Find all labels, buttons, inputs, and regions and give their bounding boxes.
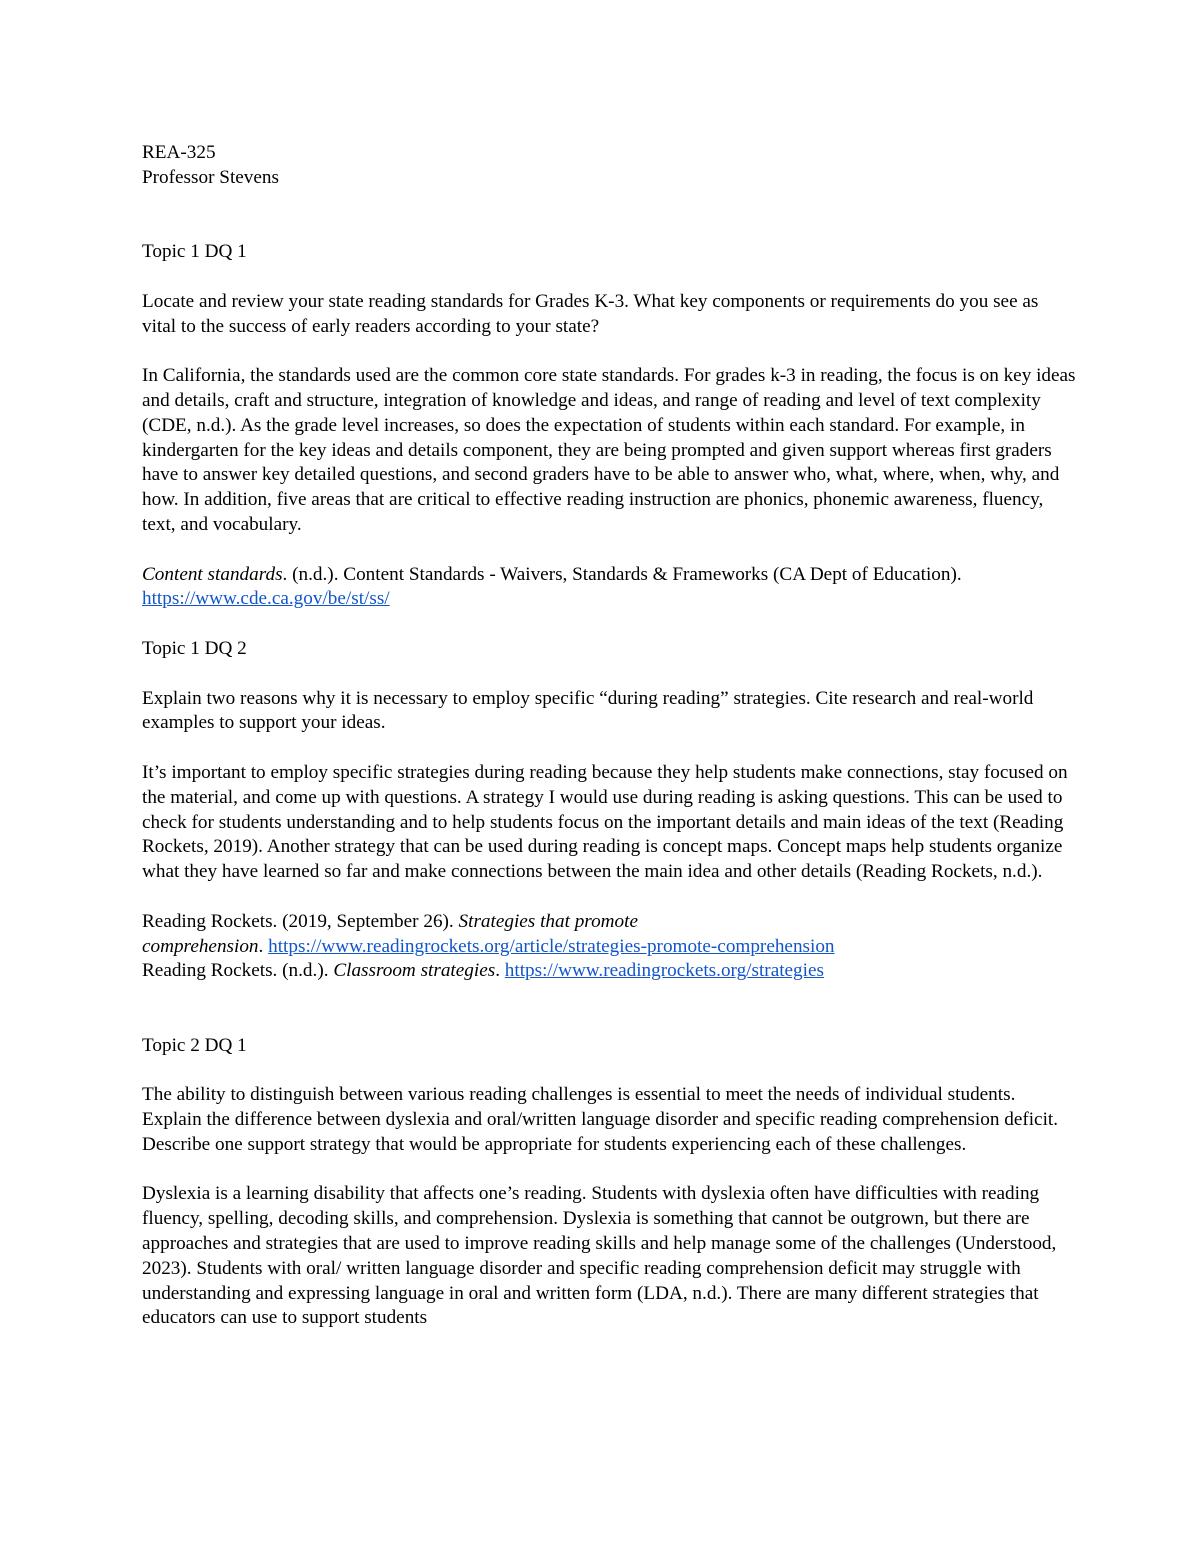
dq2-ref2-title: Classroom strategies: [333, 960, 496, 982]
dq2-response: It’s important to employ specific strategies during reading because they help students make connections, stay focused on the material, and come up with questions. A strategy I would use during reading is asking questions. This can be used to check for students understanding and to help students focus on the important details and main ideas of the text (Reading Rockets, 2019). Another strategy that can be used during reading is concept maps. Concept maps help students organize what they have learned so far and make connections between the main idea and other details (Reading Rockets, n.d.).: [142, 761, 1068, 883]
dq2-ref2-link[interactable]: https://www.readingrockets.org/strategies: [504, 960, 824, 982]
dq3-prompt: The ability to distinguish between various reading challenges is essential to meet the needs of individual students. Explain the difference between dyslexia and oral/written language disorder and specific reading comprehension deficit. Describe one support strategy that would be appropriate for students experiencing each of these challenges.: [142, 1084, 1059, 1155]
dq3-title: Topic 2 DQ 1: [142, 1034, 247, 1056]
dq2-ref1-link[interactable]: https://www.readingrockets.org/article/strategies-promote-comprehension: [268, 935, 835, 957]
dq1-response: In California, the standards used are the common core state standards. For grades k-3 in reading, the focus is on key ideas and details, craft and structure, integration of knowledge and ideas, and range of reading and level of text complexity (CDE, n.d.). As the grade level increases, so does the expectation of students within each standard. For example, in kindergarten for the key ideas and details component, they are being prompted and given support whereas first graders have to answer key detailed questions, and second graders have to be able to answer who, what, where, when, why, and how. In addition, five areas that are critical to effective reading instruction are phonics, phonemic awareness, fluency, text, and vocabulary.: [142, 365, 1076, 535]
dq2-ref1-title-b: comprehension: [142, 935, 259, 957]
dq2-ref1-lead: Reading Rockets. (2019, September 26).: [142, 910, 459, 932]
dq1-ref-link[interactable]: https://www.cde.ca.gov/be/st/ss/: [142, 588, 390, 610]
dq2-ref1-title-a: Strategies that promote: [458, 910, 638, 932]
dq1-title: Topic 1 DQ 1: [142, 241, 247, 263]
professor-name: Professor Stevens: [142, 166, 279, 188]
dq1-prompt: Locate and review your state reading standards for Grades K-3. What key components or requirements do you see as vital to the success of early readers according to your state?: [142, 290, 1039, 337]
dq1-ref-text: . (n.d.). Content Standards - Waivers, Standards & Frameworks (CA Dept of Education).: [282, 563, 962, 585]
course-code: REA-325: [142, 142, 216, 163]
dq2-prompt: Explain two reasons why it is necessary to employ specific “during reading” strategies. Cite research and real-world examples to support your ideas.: [142, 687, 1034, 734]
dq2-reference-2: Reading Rockets. (n.d.). Classroom strategies. https://www.readingrockets.org/strategies: [142, 960, 824, 982]
dq2-ref2-lead: Reading Rockets. (n.d.).: [142, 960, 334, 982]
dq1-ref-title: Content standards: [142, 563, 283, 585]
dq2-reference-1: Reading Rockets. (2019, September 26). Strategies that promote comprehension. https://www.readingrockets.org/article/strategies-promote-comprehension: [142, 910, 835, 957]
dq2-title: Topic 1 DQ 2: [142, 637, 247, 659]
dq3-response: Dyslexia is a learning disability that affects one’s reading. Students with dyslexia often have difficulties with reading fluency, spelling, decoding skills, and comprehension. Dyslexia is something that cannot be outgrown, but there are approaches and strategies that are used to improve reading skills and help manage some of the challenges (Understood, 2023). Students with oral/ written language disorder and specific reading comprehension deficit may struggle with understanding and expressing language in oral and written form (LDA, n.d.). There are many different strategies that educators can use to support students: [142, 1183, 1057, 1329]
document-page: [142, 141, 1077, 1331]
dq1-reference: [142, 563, 1077, 613]
